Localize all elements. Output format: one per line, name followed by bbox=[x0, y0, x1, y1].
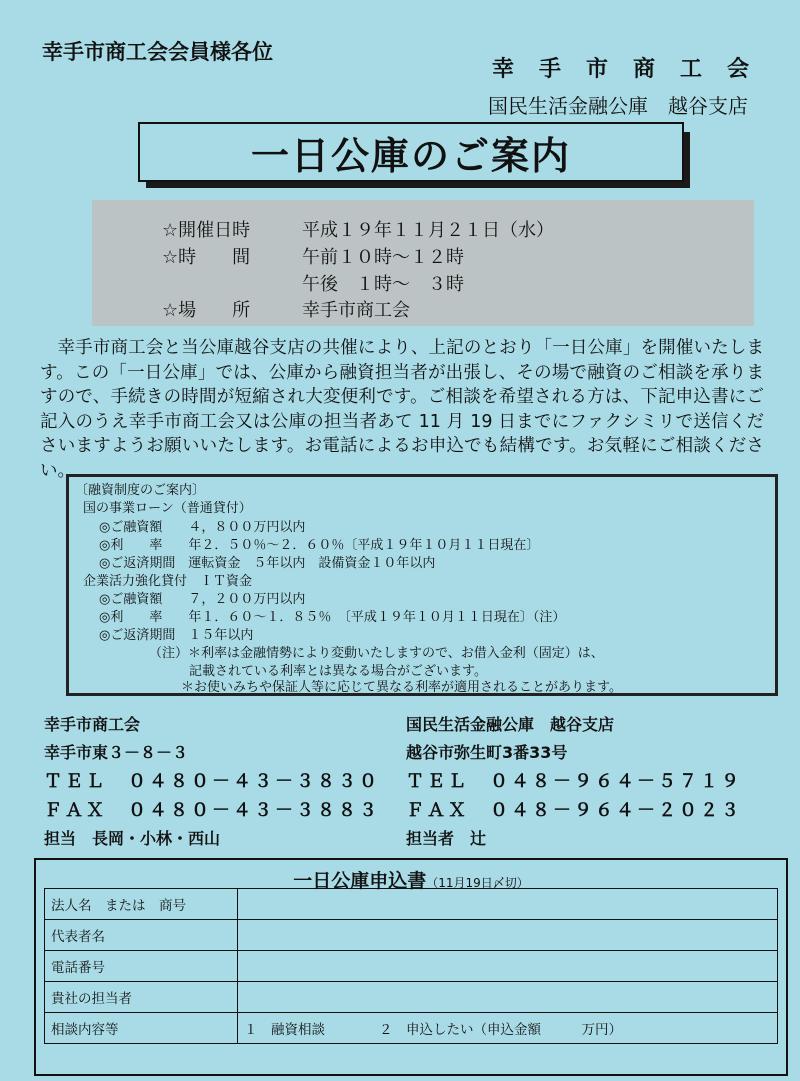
title-box bbox=[138, 122, 684, 182]
loan2-amount: ◎ご融資額 ７，２００万円以内 bbox=[99, 592, 306, 607]
event-date-label: ☆開催日時 bbox=[162, 220, 251, 241]
form-field-contact-person[interactable] bbox=[238, 982, 778, 1013]
form-label-phone: 電話番号 bbox=[45, 951, 238, 982]
form-label-consultation: 相談内容等 bbox=[45, 1013, 238, 1044]
right-contact-address: 越谷市弥生町3番33号 bbox=[406, 743, 568, 762]
loan1-amount: ◎ご融資額 ４，８００万円以内 bbox=[99, 520, 306, 535]
form-row-consultation bbox=[45, 1013, 778, 1044]
form-deadline: （11月19日〆切） bbox=[426, 876, 529, 890]
event-place-label: ☆場 所 bbox=[162, 300, 251, 321]
form-label-representative: 代表者名 bbox=[45, 920, 238, 951]
right-contact-name: 国民生活金融公庫 越谷支店 bbox=[406, 715, 615, 734]
form-field-company[interactable] bbox=[238, 889, 778, 920]
form-field-consultation[interactable]: １ 融資相談 ２ 申込したい（申込金額 万円） bbox=[238, 1013, 778, 1044]
loan1-rate: ◎利 率 年２．５０％～２．６０％〔平成１９年１０月１１日現在〕 bbox=[99, 538, 540, 553]
left-contact-staff: 担当 長岡・小林・西山 bbox=[44, 829, 221, 848]
page-title: 一日公庫のご案内 bbox=[250, 133, 571, 178]
event-time-am: 午前１０時～１２時 bbox=[302, 247, 464, 268]
form-title: 一日公庫申込書 bbox=[293, 870, 427, 892]
organizer-name: 幸手市商工会 bbox=[492, 57, 775, 82]
left-contact-tel: ＴＥＬ ０４８０－４３－３８３０ bbox=[44, 771, 380, 792]
left-contact-address: 幸手市東３－８－３ bbox=[44, 743, 189, 762]
left-contact-name: 幸手市商工会 bbox=[44, 715, 141, 734]
recipients-heading: 幸手市商工会会員様各位 bbox=[42, 40, 273, 64]
loan-note-2: 記載されている利率とは異なる場合がございます。 bbox=[189, 664, 487, 679]
event-time-pm: 午後 １時～ ３時 bbox=[302, 274, 464, 295]
event-date-value: 平成１９年１１月２１日（水） bbox=[302, 220, 554, 241]
loan-info-box bbox=[66, 474, 778, 696]
loan-note-3: ＊お使いみちや保証人等に応じて異なる利率が適用されることがあります。 bbox=[181, 680, 622, 695]
left-contact-fax: ＦＡＸ ０４８０－４３－３８８３ bbox=[44, 800, 380, 821]
form-field-phone[interactable] bbox=[238, 951, 778, 982]
loan2-name: 企業活力強化貸付 ＩＴ資金 bbox=[83, 574, 253, 589]
application-form bbox=[34, 858, 788, 1076]
form-label-contact-person: 貴社の担当者 bbox=[45, 982, 238, 1013]
intro-paragraph: 幸手市商工会と当公庫越谷支店の共催により、上記のとおり「一日公庫」を開催いたします。この「一日公庫」では、公庫から融資担当者が出張し、その場で融資のご相談を承りますので、手続きの時間が短縮され大変便利です。ご相談を希望される方は、下記申込書にご記入のうえ幸手市商工会又は公庫の担当者あて 11 月 19 日までにファクシミリで送信くださいますようお願いいたします。お電話によるお申込でも結構です。お気軽にご相談ください。 bbox=[40, 338, 764, 481]
form-field-representative[interactable] bbox=[238, 920, 778, 951]
loan2-term: ◎ご返済期間 １５年以内 bbox=[99, 628, 254, 643]
loan1-name: 国の事業ローン（普通貸付） bbox=[83, 501, 252, 516]
right-contact-tel: ＴＥＬ ０４８－９６４－５７１９ bbox=[406, 771, 742, 792]
right-contact-staff: 担当者 辻 bbox=[406, 829, 487, 848]
form-row-representative bbox=[45, 920, 778, 951]
loan2-rate: ◎利 率 年１．６０～１．８５％ 〔平成１９年１０月１１日現在〕（注） bbox=[99, 610, 566, 625]
form-row-company bbox=[45, 889, 778, 920]
form-row-contact-person bbox=[45, 982, 778, 1013]
loan1-term: ◎ご返済期間 運転資金 ５年以内 設備資金１０年以内 bbox=[99, 556, 436, 571]
loan-note-1: （注）＊利率は金融情勢により変動いたしますので、お借入金利（固定）は、 bbox=[149, 646, 604, 661]
event-time-label: ☆時 間 bbox=[162, 247, 251, 268]
form-label-company: 法人名 または 商号 bbox=[45, 889, 238, 920]
event-place-value: 幸手市商工会 bbox=[302, 300, 410, 321]
co-organizer-name: 国民生活金融公庫 越谷支店 bbox=[488, 94, 748, 118]
form-row-phone bbox=[45, 951, 778, 982]
loan-info-heading: 〔融資制度のご案内〕 bbox=[75, 483, 206, 498]
form-table bbox=[44, 888, 778, 1044]
right-contact-fax: ＦＡＸ ０４８－９６４－２０２３ bbox=[406, 800, 742, 821]
